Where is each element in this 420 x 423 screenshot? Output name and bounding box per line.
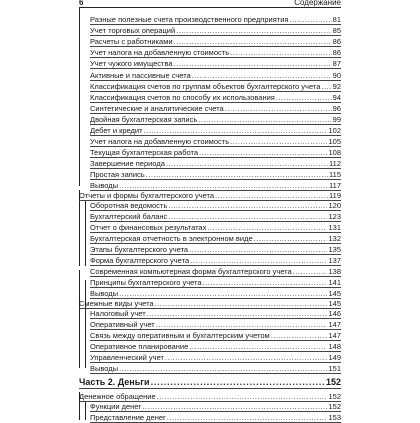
toc-entry[interactable]: Текущая бухгалтерская работа ..... 108	[90, 147, 341, 158]
toc-entry[interactable]: Связь между оперативным и бухгалтерским учетом ..... 147	[90, 330, 341, 341]
toc-entry[interactable]: Выводы ..... 117	[90, 180, 341, 191]
toc-entry[interactable]: Форма бухгалтерского учета ..... 137	[90, 255, 341, 266]
toc-part-entry[interactable]: Часть 2. Деньги ..... 152	[79, 375, 341, 389]
toc-entry[interactable]: Разные полезные счета производственного предприятия ..... 81	[90, 14, 341, 25]
toc-section-entry[interactable]: Денежное обращение ..... 152	[79, 391, 341, 402]
toc-entry[interactable]: Двойная бухгалтерская запись ..... 99	[90, 114, 341, 125]
running-title: Содержание	[294, 0, 341, 7]
toc-entry[interactable]: Расчеты с работниками ..... 86	[90, 36, 341, 47]
toc-section-entry[interactable]: Отчеты и формы бухгалтерского учета ..... 119	[79, 190, 341, 201]
toc-entry[interactable]: Современная компьютерная форма бухгалтерского учета ..... 138	[90, 266, 341, 277]
toc-entry[interactable]: Классификация счетов по группам объектов бухгалтерского учета ..... 92	[90, 81, 341, 92]
toc-entry[interactable]: Оперативное планирование ..... 148	[90, 341, 341, 352]
toc-entry[interactable]: Выводы ..... 145	[90, 288, 341, 299]
toc-entry[interactable]: Налоговый учет ..... 146	[90, 308, 341, 319]
toc-entry[interactable]: Функции денег ..... 152	[90, 401, 341, 412]
toc-entry[interactable]: Учет налога на добавленную стоимость ..... 86	[90, 47, 341, 58]
toc-entry[interactable]: Активные и пассивные счета ..... 90	[90, 70, 341, 81]
toc-entry[interactable]: Выводы ..... 151	[90, 363, 341, 374]
toc-entry[interactable]: Оперативный учет ..... 147	[90, 319, 341, 330]
toc-entry[interactable]: Простая запись ..... 115	[90, 169, 341, 180]
toc-entry[interactable]: Учет торговых операций ..... 85	[90, 25, 341, 36]
toc-entry[interactable]: Оборотная ведомость ..... 120	[90, 200, 341, 211]
toc-entry[interactable]: Классификация счетов по способу их использования ..... 94	[90, 92, 341, 103]
toc-entry[interactable]: Принципы бухгалтерского учета ..... 141	[90, 277, 341, 288]
toc-entry[interactable]: Синтетические и аналитические счета ..... 96	[90, 103, 341, 114]
toc-entry[interactable]: Бухгалтерская отчетность в электронном виде ..... 132	[90, 233, 341, 244]
toc-entry[interactable]: Отчет о финансовых результатах ..... 131	[90, 222, 341, 233]
page-number: 6	[79, 0, 84, 7]
toc-entry[interactable]: Завершение периода ..... 112	[90, 158, 341, 169]
toc-entry[interactable]: Дебет и кредит ..... 102	[90, 125, 341, 136]
toc-entry[interactable]: Учет налога на добавленную стоимость ..... 105	[90, 136, 341, 147]
toc-section-entry[interactable]: Смежные виды учета ..... 145	[79, 298, 341, 309]
toc-entry[interactable]: Управленческий учет ..... 149	[90, 352, 341, 363]
toc-entry[interactable]: Бухгалтерский баланс ..... 123	[90, 211, 341, 222]
toc-entry[interactable]: Учет чужого имущества ..... 87	[90, 58, 341, 69]
toc-entry[interactable]: Этапы бухгалтерского учета ..... 135	[90, 244, 341, 255]
toc-entry[interactable]: Представление денег ..... 153	[90, 412, 341, 423]
